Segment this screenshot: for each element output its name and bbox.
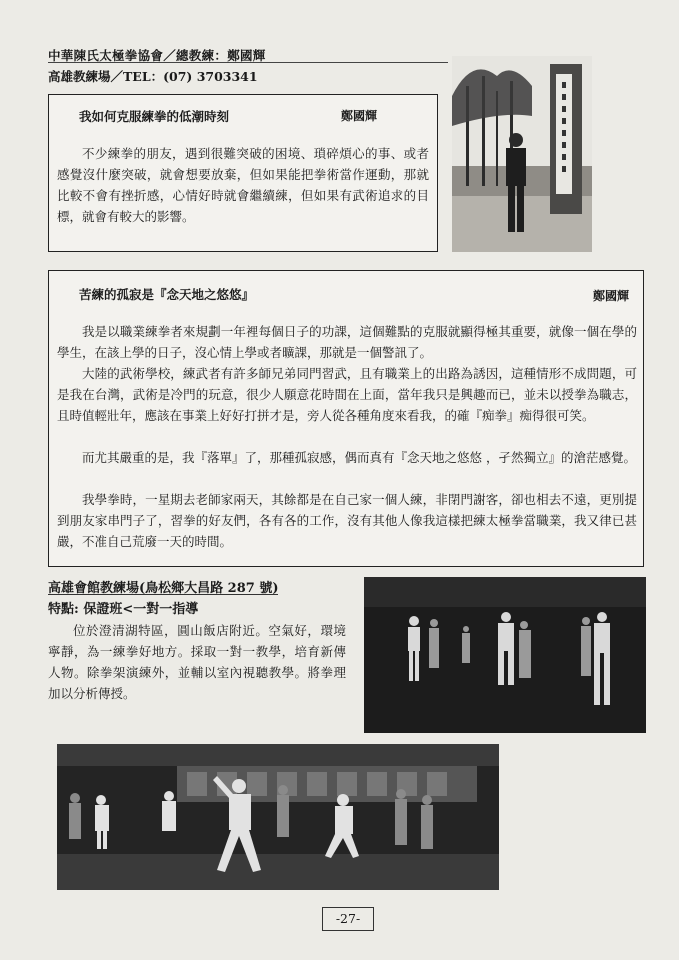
venue-feature: 特點: 保證班<一對一指導: [48, 602, 199, 617]
training-site-contact: 高雄教練場／TEL：(07) 3703341: [48, 69, 258, 84]
article-box-low-tide: [48, 94, 438, 252]
page-number: -27-: [322, 907, 374, 931]
article-paragraph: 我是以職業練拳者來規劃一年裡每個日子的功課，這個難點的克服就顯得極其重要，就像一個在學的學生，在該上學的日子，沒心情上學或者曠課，那就是一個警訊了。: [57, 324, 637, 360]
gate-photo-illustration: [452, 56, 592, 252]
article-title: 苦練的孤寂是『念天地之悠悠』: [79, 287, 255, 302]
article-author: 鄭國輝: [341, 109, 378, 123]
photo-class-practice: [57, 744, 499, 890]
association-header: 中華陳氏太極拳協會／總教練：鄭國輝: [48, 48, 266, 63]
venue-heading-rule: [48, 594, 278, 595]
article-author: 鄭國輝: [593, 289, 630, 303]
article-paragraph: 而尤其嚴重的是，我『落單』了，那種孤寂感，偶而真有『念天地之悠悠 ，孑然獨立』的滄茫感覺。: [82, 450, 636, 465]
venue-description: 位於澄清湖特區，圓山飯店附近。空氣好，環境寧靜，為一練拳好地方。採取一對一教學，培育新傳人物。除拳架演練外，並輔以室內視聽教學。將拳理加以分析傳授。: [48, 623, 346, 701]
night-practice-illustration: [364, 577, 646, 733]
article-box-solitude: [48, 270, 644, 567]
article-paragraph: 大陸的武術學校，練武者有許多師兄弟同門習武，且有職業上的出路為誘因，這種情形不成問題，可是我在台灣，武術是冷門的玩意，很少人願意花時間在上面，當年我只是興趣而已，並未以授拳為職志，且時值輕壯年，應該在事業上好好打拼才是，旁人從各種角度來看我，的確『痴拳』痴得很可笑。: [57, 366, 637, 423]
header-rule: [48, 62, 448, 63]
article-paragraph: 我學拳時，一星期去老師家兩天，其餘都是在自己家一個人練，非閉門謝客，卻也相去不遠，更別提到朋友家串門子了，習拳的好友們，各有各的工作，沒有其他人像我這樣把練太極拳當職業，我又律已甚嚴，不准自己荒廢一天的時間。: [57, 492, 637, 549]
photo-night-practice: [364, 577, 646, 733]
photo-master-at-gate: [452, 56, 592, 252]
class-practice-illustration: [57, 744, 499, 890]
venue-heading: 高雄會館教練場(鳥松鄉大昌路 287 號): [48, 581, 279, 596]
article-paragraph: 不少練拳的朋友，遇到很難突破的困境、瑣碎煩心的事、或者感覺沒什麼突破，就會想要放棄，但如果能把拳術當作運動，那就比較不會有挫折感，心情好時就會繼續練，但如果有武術追求的目標，就會有較大的影響。: [57, 146, 429, 224]
article-title: 我如何克服練拳的低潮時刻: [79, 109, 230, 124]
